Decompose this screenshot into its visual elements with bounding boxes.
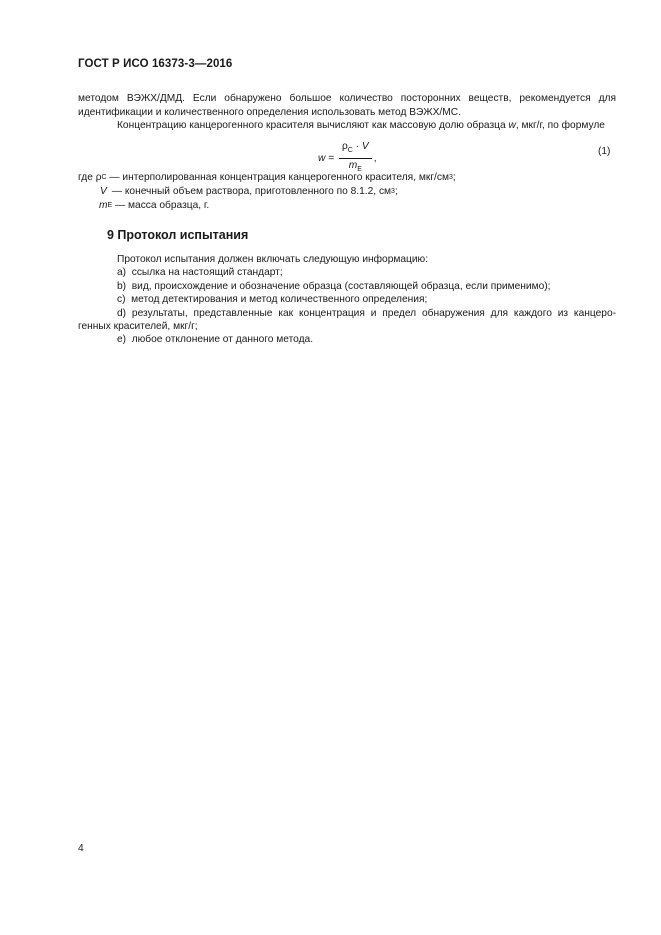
formula-numerator: $\rho_C \cdot V$ [339, 141, 372, 159]
section-9-body [78, 253, 616, 347]
document-header: ГОСТ Р ИСО 16373-3—2016 [78, 58, 233, 70]
list-item-d: d) результаты, представленные как концентрация и предел обнаружения для каждого из канцеро- [117, 307, 616, 319]
variable-definitions [78, 171, 456, 213]
page-number: 4 [78, 843, 84, 854]
list-item-a: a) ссылка на настоящий стандарт; [117, 267, 283, 279]
list-item-d-continued: генных красителей, мкг/г; [78, 321, 198, 333]
formula-denominator: $m_E$ [348, 160, 362, 174]
equation-number: (1) [598, 146, 611, 157]
formula-1: w = $\frac{\rho_C \cdot V}{m_E}$ , [318, 141, 377, 176]
section-9-title: 9 Протокол испытания [107, 228, 249, 242]
intro-paragraph [78, 92, 616, 133]
definition-rho: где ρ C — интерполированная концентрация канцерогенного красителя, мкг/см 3 ; [78, 172, 456, 183]
list-item-c: c) метод детектирования и метод количественного определения; [117, 294, 428, 306]
list-item-b: b) вид, происхождение и обозначение образца (составляющей образца, если применимо); [117, 280, 551, 292]
section-9-intro: Протокол испытания должен включать следующую информацию: [117, 254, 429, 265]
intro-line-3: Концентрацию канцерогенного красителя вычисляют как массовую долю образца w, мкг/г, по формуле [117, 120, 605, 132]
intro-line-1: методом ВЭЖХ/ДМД. Если обнаружено большое количество посторонних веществ, рекомендуется для [78, 93, 616, 104]
definition-volume: V — конечный объем раствора, приготовленного по 8.1.2, см 3 ; [100, 186, 398, 197]
list-item-e: e) любое отклонение от данного метода. [117, 334, 314, 346]
definition-mass: m E — масса образца, г. [99, 200, 210, 211]
intro-line-2: идентификации и количественного определения использовать метод ВЭЖХ/МС. [78, 106, 461, 118]
